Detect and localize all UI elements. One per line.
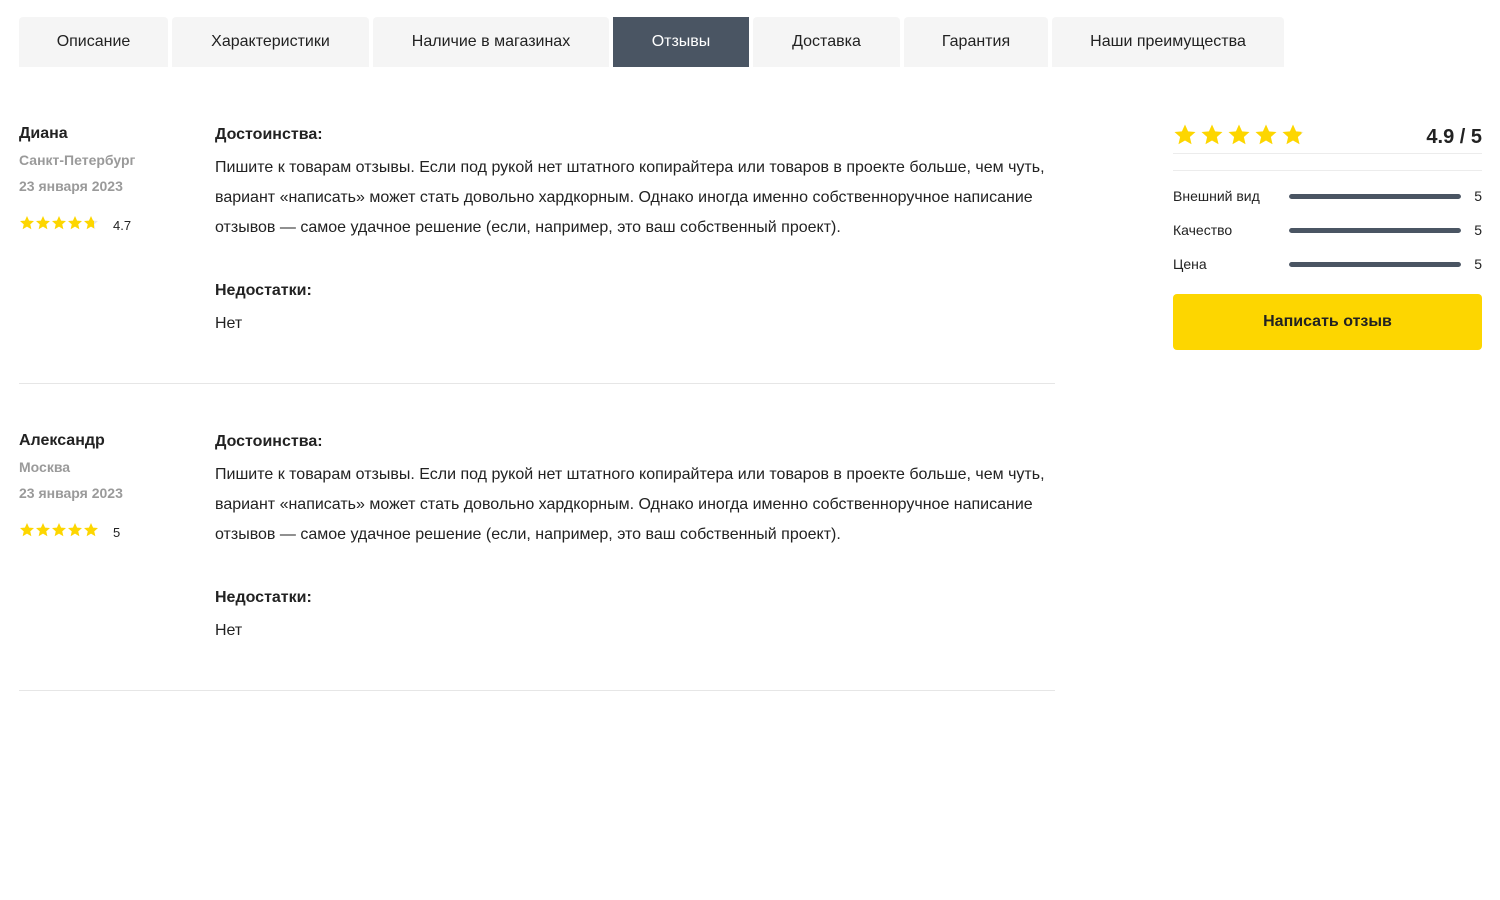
- tab-warranty[interactable]: [904, 17, 1048, 67]
- tab-label: Гарантия: [941, 33, 1011, 50]
- star-icon: [67, 522, 83, 543]
- write-review-button[interactable]: Написать отзыв: [1173, 294, 1482, 350]
- star-icon: [19, 522, 35, 543]
- criterion-bar-fill: [1289, 228, 1461, 233]
- criterion-bar-fill: [1289, 194, 1461, 199]
- tab-label: Характеристики: [211, 33, 330, 50]
- review-date: 23 января 2023: [19, 485, 123, 501]
- star-icon: [35, 215, 51, 236]
- criterion-bar: [1289, 228, 1461, 233]
- criterion-quality: [1173, 213, 1482, 247]
- criterion-label: Цена: [1173, 256, 1207, 272]
- criterion-label: Внешний вид: [1173, 188, 1260, 204]
- tab-store-availability[interactable]: [373, 17, 609, 67]
- cons-heading: Недостатки:: [215, 282, 312, 299]
- criteria-list: [1173, 179, 1482, 281]
- rating-summary: [1173, 122, 1482, 350]
- star-icon: [19, 215, 35, 236]
- review-author: Александр: [19, 432, 105, 449]
- tab-advantages[interactable]: [1052, 17, 1284, 67]
- star-icon: [1200, 123, 1224, 152]
- review-item: [19, 432, 1055, 691]
- review-stars: [19, 522, 99, 543]
- summary-divider: [1173, 170, 1482, 171]
- review-author: Диана: [19, 125, 68, 142]
- star-icon: [35, 522, 51, 543]
- tab-label: Наличие в магазинах: [411, 33, 571, 50]
- cons-text: Нет: [215, 622, 243, 639]
- star-icon: [1281, 123, 1305, 152]
- tab-description[interactable]: [19, 17, 168, 67]
- review-rating: [19, 522, 120, 543]
- criterion-bar-fill: [1289, 262, 1461, 267]
- summary-stars: [1173, 123, 1305, 152]
- tab-label: Доставка: [792, 33, 861, 50]
- criterion-value: 5: [1474, 222, 1482, 238]
- star-icon: [83, 522, 99, 543]
- criterion-bar: [1289, 262, 1461, 267]
- review-rating-value: 5: [113, 525, 121, 540]
- tab-label: Описание: [56, 33, 131, 50]
- summary-header: [1173, 122, 1482, 154]
- star-icon: [83, 215, 99, 236]
- review-city: Москва: [19, 459, 71, 475]
- cons-heading: Недостатки:: [215, 589, 312, 606]
- tabs-bar: [19, 17, 1284, 67]
- tab-label: Отзывы: [651, 33, 711, 50]
- tab-label: Наши преимущества: [1090, 33, 1246, 50]
- pros-text: Пишите к товарам отзывы. Если под рукой нет штатного копирайтера или товаров в проекте больше, чем чуть, вариант «написать» может стать довольно хардкорным. Однако иногда именно собственноручное написание отзывов — самое удачное решение (если, например, это ваш собственный проект).: [215, 159, 1045, 236]
- review-city: Санкт-Петербург: [19, 152, 136, 168]
- star-icon: [51, 522, 67, 543]
- criterion-bar: [1289, 194, 1461, 199]
- star-icon: [51, 215, 67, 236]
- review-stars: [19, 215, 99, 236]
- cons-text: Нет: [215, 315, 243, 332]
- criterion-value: 5: [1474, 256, 1482, 272]
- criterion-label: Качество: [1173, 222, 1233, 238]
- pros-heading: Достоинства:: [215, 126, 323, 143]
- review-rating: [19, 215, 131, 236]
- criterion-price: [1173, 247, 1482, 281]
- star-icon: [1254, 123, 1278, 152]
- review-rating-value: 4.7: [113, 218, 132, 233]
- star-icon: [1173, 123, 1197, 152]
- star-icon: [67, 215, 83, 236]
- review-body: [215, 125, 1045, 339]
- tab-delivery[interactable]: [753, 17, 900, 67]
- pros-text: Пишите к товарам отзывы. Если под рукой нет штатного копирайтера или товаров в проекте больше, чем чуть, вариант «написать» может стать довольно хардкорным. Однако иногда именно собственноручное написание отзывов — самое удачное решение (если, например, это ваш собственный проект).: [215, 466, 1045, 543]
- criterion-value: 5: [1474, 188, 1482, 204]
- pros-heading: Достоинства:: [215, 433, 323, 450]
- tab-specifications[interactable]: [172, 17, 369, 67]
- criterion-appearance: [1173, 179, 1482, 213]
- summary-score: 4.9 / 5: [1426, 126, 1482, 148]
- review-date: 23 января 2023: [19, 178, 123, 194]
- tab-reviews[interactable]: [613, 17, 749, 67]
- review-item: [19, 125, 1055, 384]
- star-icon: [1227, 123, 1251, 152]
- review-body: [215, 432, 1045, 646]
